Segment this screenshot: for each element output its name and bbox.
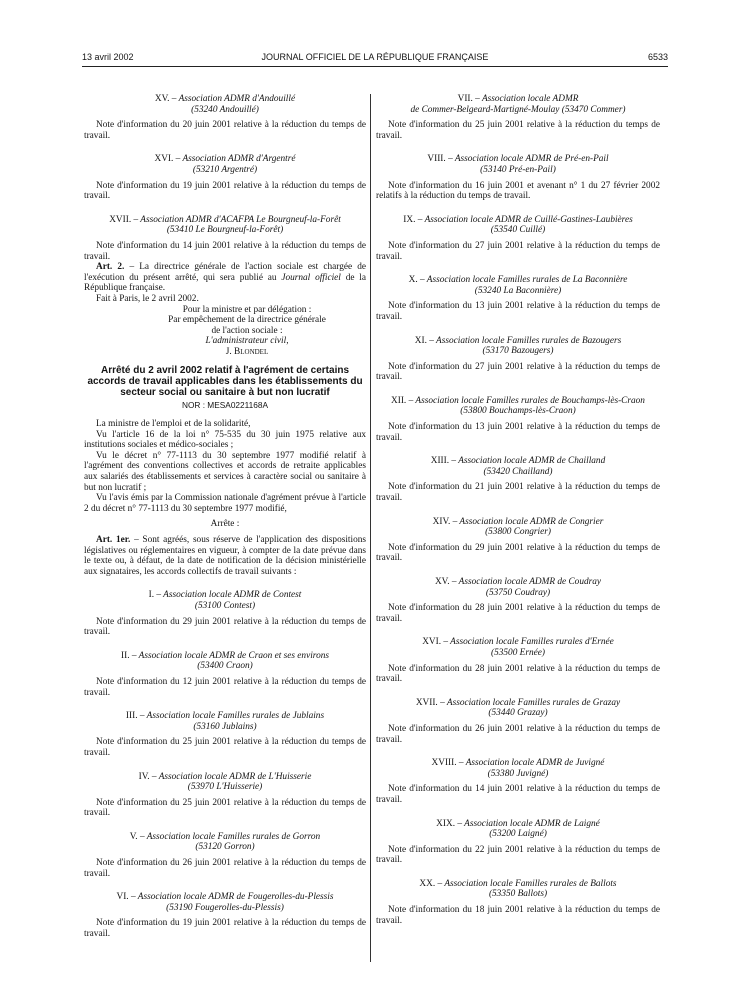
section-v: [84, 832, 366, 879]
section-code: (53400 Craon): [197, 661, 253, 672]
section-number: X.: [408, 275, 418, 286]
section-xiv: [376, 517, 660, 564]
right-column: [376, 94, 660, 926]
section-title: – Association locale ADMR de Congrier: [452, 516, 604, 527]
section-xv-right: [376, 577, 660, 624]
section-vi: [84, 892, 366, 939]
section-note: Note d'information du 20 juin 2001 relative à la réduction du temps de travail.: [84, 120, 366, 141]
section-ix: [376, 215, 660, 262]
section-xvii: [84, 215, 366, 262]
section-note: Note d'information du 27 juin 2001 relative à la réduction du temps de travail.: [376, 240, 660, 262]
section-code: (53500 Ernée): [491, 647, 545, 658]
section-note: Note d'information du 13 juin 2001 relative à la réduction du temps de travail.: [376, 422, 660, 443]
section-note: Note d'information du 25 juin 2001 relative à la réduction du temps de travail.: [84, 797, 366, 819]
section-note: Note d'information du 19 juin 2001 relative à la réduction du temps de travail.: [84, 918, 366, 940]
header-date: 13 avril 2002: [82, 52, 134, 62]
section-title: – Association ADMR d'Andouillé: [171, 94, 296, 104]
section-note: Note d'information du 26 juin 2001 relative à la réduction du temps de travail.: [84, 858, 366, 879]
section-code: (53200 Laigné): [489, 829, 547, 840]
signature-line: L'administrateur civil,: [205, 336, 289, 347]
section-title: – Association locale ADMR de Juvigné: [458, 758, 605, 769]
section-note: Note d'information du 18 juin 2001 relative à la réduction du temps de travail.: [376, 905, 660, 926]
header-title: JOURNAL OFFICIEL DE LA RÉPUBLIQUE FRANÇAISE: [261, 52, 489, 62]
section-xvi-right: [376, 637, 660, 684]
article-2-label: Art. 2.: [96, 262, 125, 273]
section-iii: [84, 711, 366, 758]
section-number: XIX.: [436, 818, 456, 829]
section-note: Note d'information du 26 juin 2001 relative à la réduction du temps de travail.: [376, 723, 660, 745]
section-note: Note d'information du 28 juin 2001 relative à la réduction du temps de travail.: [376, 603, 660, 624]
section-note: Note d'information du 25 juin 2001 relative à la réduction du temps de travail.: [376, 120, 660, 141]
section-title: – Association locale Familles rurales de Bouchamps-lès-Craon: [408, 395, 645, 406]
section-note: Note d'information du 12 juin 2001 relative à la réduction du temps de travail.: [84, 676, 366, 698]
section-number: XII.: [391, 395, 407, 406]
section-note: Note d'information du 29 juin 2001 relative à la réduction du temps de travail.: [376, 542, 660, 564]
article-2-text: – La directrice générale de l'action sociale est chargée de l'exécution du présent arrêté, qui sera publié au: [84, 262, 366, 283]
section-code: (53350 Ballots): [488, 889, 548, 900]
section-title: – Association locale ADMR de Fougerolles-du-Plessis: [130, 892, 334, 903]
section-title: – Association locale ADMR de Craon et ses environs: [131, 650, 329, 661]
section-vii: [376, 94, 660, 141]
section-note: Note d'information du 14 juin 2001 relative à la réduction du temps de travail.: [376, 784, 660, 805]
section-code: (53120 Gorron): [195, 842, 255, 853]
signatory-name: J. Blondel: [225, 346, 269, 357]
section-note: Note d'information du 27 juin 2001 relative à la réduction du temps de travail.: [376, 361, 660, 383]
preamble-line: Vu l'avis émis par la Commission nationale d'agrément prévue à l'article 2 du décret n° 77-1113 du 30 septembre 1977 modifié,: [84, 493, 366, 514]
section-number: XV.: [434, 577, 450, 587]
article-1: [84, 535, 366, 577]
section-title: – Association locale ADMR de Chailland: [451, 456, 606, 467]
section-code: (53190 Fougerolles-du-Plessis): [166, 902, 284, 913]
section-title: – Association locale Familles rurales de Jublains: [139, 711, 325, 722]
section-xx: [376, 879, 660, 926]
section-xiii: [376, 456, 660, 503]
section-note: Note d'information du 28 juin 2001 relative à la réduction du temps de travail.: [376, 663, 660, 685]
section-number: IX.: [403, 214, 416, 225]
signature-line: Pour la ministre et par délégation :: [182, 304, 312, 315]
section-title: – Association locale ADMR de Laigné: [457, 818, 600, 829]
article-1-label: Art. 1er.: [96, 535, 131, 545]
preamble-line: Vu le décret n° 77-1113 du 30 septembre 1977 modifié relatif à l'agrément des conventions collectives et accords de retraite applicables aux salariés des établissements et services à caractère social ou sanitaire à but non lucratif ;: [84, 450, 366, 493]
section-title-line2: de Commer-Belgeard-Martigné-Moulay (53470 Commer): [410, 104, 626, 115]
section-code: (53160 Jublains): [193, 721, 257, 732]
section-ii: [84, 651, 366, 698]
section-code: (53410 Le Bourgneuf-la-Forêt): [166, 225, 284, 236]
section-title: – Association locale Familles rurales d'Ernée: [443, 637, 614, 648]
nor-reference: NOR : MESA0221168A: [181, 400, 269, 411]
section-code: (53100 Contest): [194, 600, 256, 611]
section-xii: [376, 396, 660, 443]
section-number: III.: [125, 711, 138, 722]
section-number: XVI.: [422, 637, 442, 648]
section-title: – Association ADMR d'Argentré: [175, 154, 296, 165]
section-note: Note d'information du 13 juin 2001 relative à la réduction du temps de travail.: [376, 301, 660, 322]
section-number: XVIII.: [431, 758, 457, 769]
section-xix: [376, 819, 660, 866]
section-xviii: [376, 758, 660, 805]
section-xi: [376, 336, 660, 383]
section-note: Note d'information du 25 juin 2001 relative à la réduction du temps de travail.: [84, 737, 366, 758]
section-code: (53240 La Baconnière): [474, 285, 562, 296]
section-number: XVI.: [154, 154, 174, 165]
section-code: (53970 L'Huisserie): [187, 782, 263, 793]
section-xv: [84, 94, 366, 141]
section-note: Note d'information du 14 juin 2001 relative à la réduction du temps de travail.: [84, 240, 366, 262]
section-code: (53800 Congrier): [485, 527, 551, 538]
section-title: – Association locale ADMR de L'Huisserie: [151, 771, 312, 782]
section-title: – Association ADMR d'ACAFPA Le Bourgneuf-la-Forêt: [133, 214, 341, 225]
section-number: XI.: [414, 335, 427, 346]
section-number: XVII.: [109, 214, 132, 225]
section-number: XIV.: [432, 516, 451, 527]
signature-block: [84, 305, 366, 358]
section-number: V.: [129, 831, 138, 842]
section-note: Note d'information du 21 juin 2001 relative à la réduction du temps de travail.: [376, 482, 660, 504]
section-number: II.: [121, 650, 130, 661]
section-xvi: [84, 154, 366, 201]
section-note: Note d'information du 19 juin 2001 relative à la réduction du temps de travail.: [84, 180, 366, 202]
column-divider: [370, 94, 371, 962]
section-number: VIII.: [427, 154, 446, 165]
section-code: (53380 Juvigné): [487, 768, 549, 779]
section-i: [84, 590, 366, 637]
section-code: (53750 Coudray): [485, 587, 551, 598]
section-title: – Association locale ADMR de Cuillé-Gastines-Laubières: [417, 214, 633, 225]
section-number: IV.: [138, 771, 150, 782]
signature-line: de l'action sociale :: [211, 325, 283, 336]
section-number: VI.: [116, 892, 129, 903]
section-title: – Association locale ADMR de Coudray: [451, 577, 602, 587]
section-code: (53420 Chailland): [483, 466, 553, 477]
section-code: (53240 Andouillé): [191, 104, 259, 115]
article-2-tail: de la République française.: [84, 272, 366, 294]
section-number: XX.: [419, 878, 436, 889]
preamble: [84, 419, 366, 514]
section-number: XIII.: [430, 456, 450, 467]
section-code: (53800 Bouchamps-lès-Craon): [460, 406, 576, 417]
section-x: [376, 275, 660, 322]
arrete-heading: Arrête :: [210, 519, 240, 530]
signature-line: Par empêchement de la directrice générale: [168, 315, 326, 326]
section-viii: [376, 154, 660, 201]
section-title: – Association locale Familles rurales de Gorron: [139, 831, 321, 842]
section-code: (53440 Grazay): [488, 708, 548, 719]
article-2: [84, 262, 366, 294]
section-number: I.: [148, 590, 155, 601]
preamble-line: La ministre de l'emploi et de la solidarité,: [96, 419, 251, 430]
preamble-line: Vu l'article 16 de la loi n° 75-535 du 30 juin 1975 relative aux institutions sociales et médico-sociales ;: [84, 429, 366, 451]
section-note: Note d'information du 22 juin 2001 relative à la réduction du temps de travail.: [376, 844, 660, 866]
section-code: (53140 Pré-en-Pail): [480, 164, 556, 175]
section-title: – Association locale ADMR: [475, 94, 579, 104]
section-title: – Association locale Familles rurales de Ballots: [437, 878, 617, 889]
section-xvii-right: [376, 698, 660, 745]
article-1-text: – Sont agréés, sous réserve de l'application des dispositions législatives ou réglementaires en vigueur, à compter de la date prévue dans le texte ou, à défaut, de la date de notification de la décision ministérielle aux signataires, les accords collectifs de travail suivants :: [84, 535, 366, 577]
section-title: – Association locale Familles rurales de Grazay: [440, 697, 621, 708]
section-title: – Association locale ADMR de Contest: [156, 590, 302, 601]
section-number: VII.: [457, 94, 473, 104]
section-number: XVII.: [415, 697, 438, 708]
journal-officiel-ref: Journal officiel: [281, 272, 341, 283]
section-title: – Association locale Familles rurales de Bazougers: [429, 335, 622, 346]
decree-title: Arrêté du 2 avril 2002 relatif à l'agrément de certains accords de travail applicables dans les établissements du secteur social ou sanitaire à but non lucratif: [87, 365, 363, 399]
section-code: (53540 Cuillé): [490, 225, 546, 236]
section-note: Note d'information du 16 juin 2001 et avenant n° 1 du 27 février 2002 relatifs à la réduction du temps de travail.: [376, 180, 660, 202]
page-header: [82, 50, 668, 67]
section-code: (53210 Argentré): [192, 164, 258, 175]
done-at: Fait à Paris, le 2 avril 2002.: [96, 293, 199, 304]
section-number: XV.: [154, 94, 170, 104]
section-iv: [84, 772, 366, 819]
section-title: – Association locale ADMR de Pré-en-Pail: [448, 154, 609, 165]
left-column: [84, 94, 366, 940]
section-title: – Association locale Familles rurales de La Baconnière: [420, 275, 628, 286]
page-number: 6533: [647, 52, 668, 62]
section-code: (53170 Bazougers): [482, 346, 554, 357]
section-note: Note d'information du 29 juin 2001 relative à la réduction du temps de travail.: [84, 616, 366, 638]
